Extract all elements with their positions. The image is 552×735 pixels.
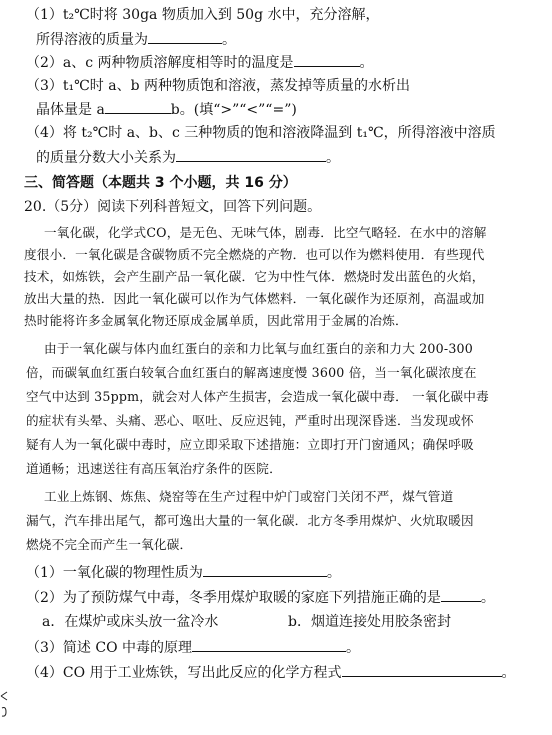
- sub-q2-option-a: a．在煤炉或床头放一盆冷水: [42, 614, 219, 630]
- q4-end: 。: [326, 150, 340, 166]
- passage-p2-line1: 由于一氧化碳与体内血红蛋白的亲和力比氧与血红蛋白的亲和力大 200-300: [44, 341, 473, 356]
- passage-p2-line5: 疑有人为一氧化碳中毒时，应立即采取下述措施：立即打开门窗通风；确保呼吸: [26, 437, 474, 452]
- q2-end: 。: [359, 55, 374, 71]
- section-heading: 三、简答题（本题共 3 个小题，共 16 分）: [24, 175, 297, 191]
- passage-p1-line5: 热时能将许多金属氧化物还原成金属单质，因此常用于金属的冶炼．: [24, 313, 408, 328]
- sub-q2-answer-blank[interactable]: [441, 588, 481, 602]
- q1-line2: [36, 30, 236, 49]
- sub-q1-end: 。: [326, 565, 341, 581]
- sub-q2: [26, 588, 495, 607]
- q4-line1: （4）将 t₂℃时 a、b、c 三种物质的饱和溶液降温到 t₁℃，所得溶液中溶质: [26, 125, 496, 141]
- q1-answer-blank[interactable]: [148, 30, 222, 44]
- sub-q3-answer-blank[interactable]: [192, 638, 346, 652]
- passage-p2-line3: 空气中达到 35ppm，就会对人体产生损害，会造成一氧化碳中毒． 一氧化碳中毒: [26, 389, 489, 404]
- sub-q2-text: （2）为了预防煤气中毒，冬季用煤炉取暖的家庭下列措施正确的是: [26, 590, 441, 606]
- sub-q1: [26, 563, 341, 582]
- page-edge-mark-icon: [0, 690, 8, 720]
- q1-line2-text: 所得溶液的质量为: [36, 32, 148, 48]
- passage-p2-line2: 倍，而碳氧血红蛋白较氧合血红蛋白的解离速度慢 3600 倍，当一氧化碳浓度在: [26, 365, 477, 380]
- sub-q4-text: （4）CO 用于工业炼铁，写出此反应的化学方程式: [26, 665, 342, 681]
- sub-q3-end: 。: [346, 640, 360, 656]
- question-20-title: 20.（5分）阅读下列科普短文，回答下列问题。: [24, 199, 322, 215]
- passage-p1-line2: 度很小．一氧化碳是含碳物质不完全燃烧的产物．也可以作为燃料使用．有些现代: [24, 247, 485, 262]
- passage-p1-line1: 一氧化碳，化学式CO，是无色、无味气体，剧毒．比空气略轻．在水中的溶解: [44, 225, 487, 240]
- sub-q4-answer-blank[interactable]: [342, 663, 502, 677]
- q2-text: （2）a、c 两种物质溶解度相等时的温度是: [26, 55, 294, 71]
- sub-q3-text: （3）简述 CO 中毒的原理: [26, 640, 192, 656]
- q4-text: 的质量分数大小关系为: [36, 150, 176, 166]
- q2-line: [26, 53, 374, 72]
- sub-q2-end: 。: [480, 590, 495, 606]
- q2-answer-blank[interactable]: [294, 53, 360, 67]
- sub-q1-text: （1）一氧化碳的物理性质为: [26, 565, 203, 581]
- passage-p2-line4: 的症状有头晕、头痛、恶心、呕吐、反应迟钝，严重时出现深昏迷．当发现或怀: [26, 413, 474, 428]
- sub-q1-answer-blank[interactable]: [203, 563, 327, 577]
- q3-line2: [36, 100, 297, 119]
- passage-p3-line1: 工业上炼钢、炼焦、烧窑等在生产过程中炉门或窑门关闭不严，煤气管道: [44, 489, 454, 504]
- q1-line1: （1）t₂℃时将 30ga 物质加入到 50g 水中，充分溶解，: [26, 7, 380, 23]
- passage-p2-line6: 道通畅；迅速送往有高压氧治疗条件的医院．: [26, 461, 282, 476]
- sub-q4-end: 。: [501, 665, 516, 681]
- sub-q2-option-b: b．烟道连接处用胶条密封: [288, 614, 451, 630]
- q3-line1: （3）t₁℃时 a、b 两种物质饱和溶液，蒸发掉等质量的水析出: [26, 78, 411, 94]
- sub-q3: [26, 638, 360, 657]
- passage-p3-line2: 漏气，汽车排出尾气，都可逸出大量的一氧化碳．北方冬季用煤炉、火炕取暖因: [26, 513, 474, 528]
- q3-text: 晶体量是 a: [36, 102, 105, 118]
- passage-p1-line3: 技术，如炼铁，会产生副产品一氧化碳．它为中性气体．燃烧时发出蓝色的火焰，: [24, 269, 485, 284]
- q4-line2: [36, 148, 340, 167]
- q3-text-after: b。(填“>”“<”“=”): [170, 102, 297, 118]
- sub-q4: [26, 663, 516, 682]
- passage-p3-line3: 燃烧不完全而产生一氧化碳．: [26, 537, 193, 552]
- q1-line2-end: 。: [222, 32, 236, 48]
- q4-answer-blank[interactable]: [176, 148, 326, 162]
- passage-p1-line4: 放出大量的热．因此一氧化碳可以作为气体燃料．一氧化碳作为还原剂，高温或加: [24, 291, 485, 306]
- q3-answer-blank[interactable]: [105, 100, 171, 114]
